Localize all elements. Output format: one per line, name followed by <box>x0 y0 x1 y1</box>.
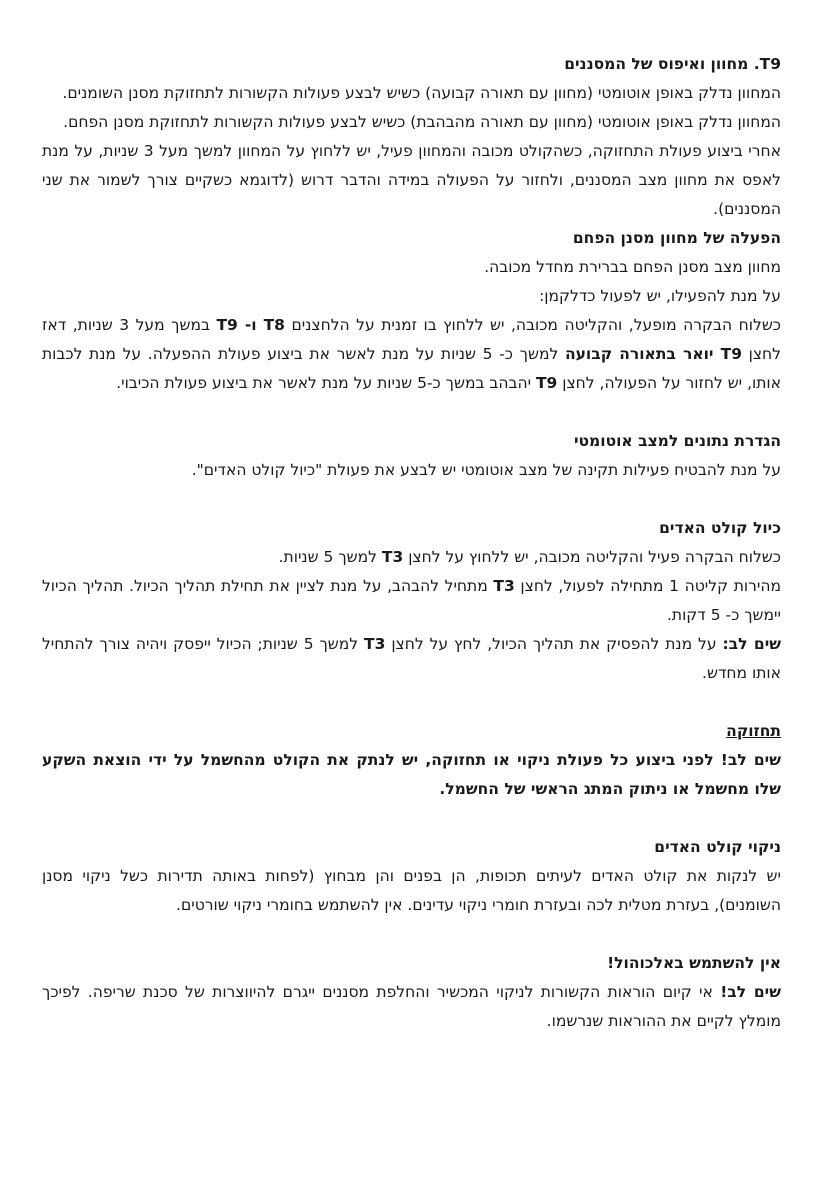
paragraph <box>42 311 781 398</box>
paragraph <box>42 630 781 688</box>
paragraph <box>42 978 781 1036</box>
spacer <box>42 398 781 427</box>
text-run: למשך 5 שניות; הכיול ייפסק ויהיה צורך להתחיל אותו מחדש. <box>42 635 781 682</box>
section-heading: הפעלה של מחוון מסנן הפחם <box>572 229 781 247</box>
text-run: מתחיל להבהב, על מנת לציין את תחילת תהליך הכיול. תהליך הכיול יימשך כ- 5 דקות. <box>42 577 781 624</box>
paragraph: אחרי ביצוע פעולת התחזוקה, כשהקולט מכובה והמחוון פעיל, יש ללחוץ על המחוון למשך מעל 3 שניות, על מנת לאפס את מחוון מצב המסננים, ולחזור על הפעולה במידה והדבר דרוש (לדוגמא כשקיים צורך לשמור את שני המסננים). <box>42 142 781 218</box>
note-label: שים לב! <box>720 983 781 1001</box>
spacer <box>42 920 781 949</box>
paragraph: המחוון נדלק באופן אוטומטי (מחוון עם תאורה קבועה) כשיש לבצע פעולות הקשורות לתחזוקת מסנן השומנים. <box>62 84 781 102</box>
text-run: למשך כ- 5 שניות על מנת לאשר את ביצוע פעולת ההפעלה. על מנת לכבות אותו, יש לחזור על הפעולה, לחצן <box>42 345 781 392</box>
paragraph <box>42 543 781 572</box>
button-ref: T9 <box>535 374 558 392</box>
text-run: כשלוח הבקרה מופעל, והקליטה מכובה, יש ללחוץ בו זמנית על הלחצנים <box>284 316 781 334</box>
section-heading: T9. מחוון ואיפוס של המסננים <box>564 55 781 73</box>
button-ref: T3 <box>493 577 515 595</box>
text-run: מהירות קליטה 1 מתחילה לפעול, לחצן <box>514 577 781 595</box>
text-run: למשך 5 שניות. <box>278 548 382 566</box>
paragraph: יש לנקות את קולט האדים לעיתים תכופות, הן בפנים והן מבחוץ (לפחות באותה תדירות כשל ניקוי מסנן השומנים), בעזרת מטלית לכה ובעזרת חומרי ניקוי עדינים. אין להשתמש בחומרי ניקוי שורטים. <box>42 867 781 914</box>
section-heading: תחזוקה <box>726 722 781 740</box>
warning-paragraph: שים לב! לפני ביצוע כל פעולת ניקוי או תחזוקה, יש לנתק את הקולט מהחשמל על ידי הוצאת השקע שלו מחשמל או ניתוק המתג הראשי של החשמל. <box>42 751 781 798</box>
section-t9 <box>42 50 781 224</box>
section-auto-mode <box>42 427 781 485</box>
section-no-alcohol <box>42 949 781 1036</box>
text-run: על מנת להפסיק את תהליך הכיול, לחץ על לחצן <box>385 635 723 653</box>
section-calibration <box>42 514 781 688</box>
note-label: שים לב: <box>722 635 782 653</box>
section-heading: כיול קולט האדים <box>659 519 781 537</box>
button-ref: T3 <box>364 635 386 653</box>
spacer <box>42 804 781 833</box>
text-run: כשלוח הבקרה פעיל והקליטה מכובה, יש ללחוץ על לחצן <box>403 548 781 566</box>
paragraph: על מנת להבטיח פעילות תקינה של מצב אוטומטי יש לבצע את פעולת "כיול קולט האדים". <box>191 461 781 479</box>
section-charcoal-activation <box>42 224 781 398</box>
button-ref: T9 יואר בתאורה קבועה <box>564 345 742 363</box>
section-maintenance <box>42 717 781 804</box>
button-ref: T8 ו- T9 <box>216 316 285 334</box>
section-cleaning <box>42 833 781 920</box>
text-run: במשך מעל 3 שניות, דאז לחצן <box>42 316 781 363</box>
paragraph <box>42 572 781 630</box>
button-ref: T3 <box>381 548 404 566</box>
paragraph: המחוון נדלק באופן אוטומטי (מחוון עם תאורה מהבהבת) כשיש לבצע פעולות הקשורות לתחזוקת מסנן הפחם. <box>63 113 781 131</box>
text-run: יהבהב במשך כ-5 שניות על מנת לאשר את ביצוע פעולת הכיבוי. <box>116 374 536 392</box>
section-heading: הגדרת נתונים למצב אוטומטי <box>573 432 781 450</box>
text-run: אי קיום הוראות הקשורות לניקוי המכשיר והחלפת מסננים ייגרם להיווצרות של סכנת שריפה. לפיכך מומלץ לקיים את ההוראות שנרשמו. <box>42 983 781 1030</box>
section-heading: אין להשתמש באלכוהול! <box>607 954 781 972</box>
spacer <box>42 485 781 514</box>
paragraph: מחוון מצב מסנן הפחם בברירת מחדל מכובה. <box>484 258 781 276</box>
spacer <box>42 688 781 717</box>
section-heading: ניקוי קולט האדים <box>654 838 781 856</box>
paragraph: על מנת להפעילו, יש לפעול כדלקמן: <box>539 287 781 305</box>
